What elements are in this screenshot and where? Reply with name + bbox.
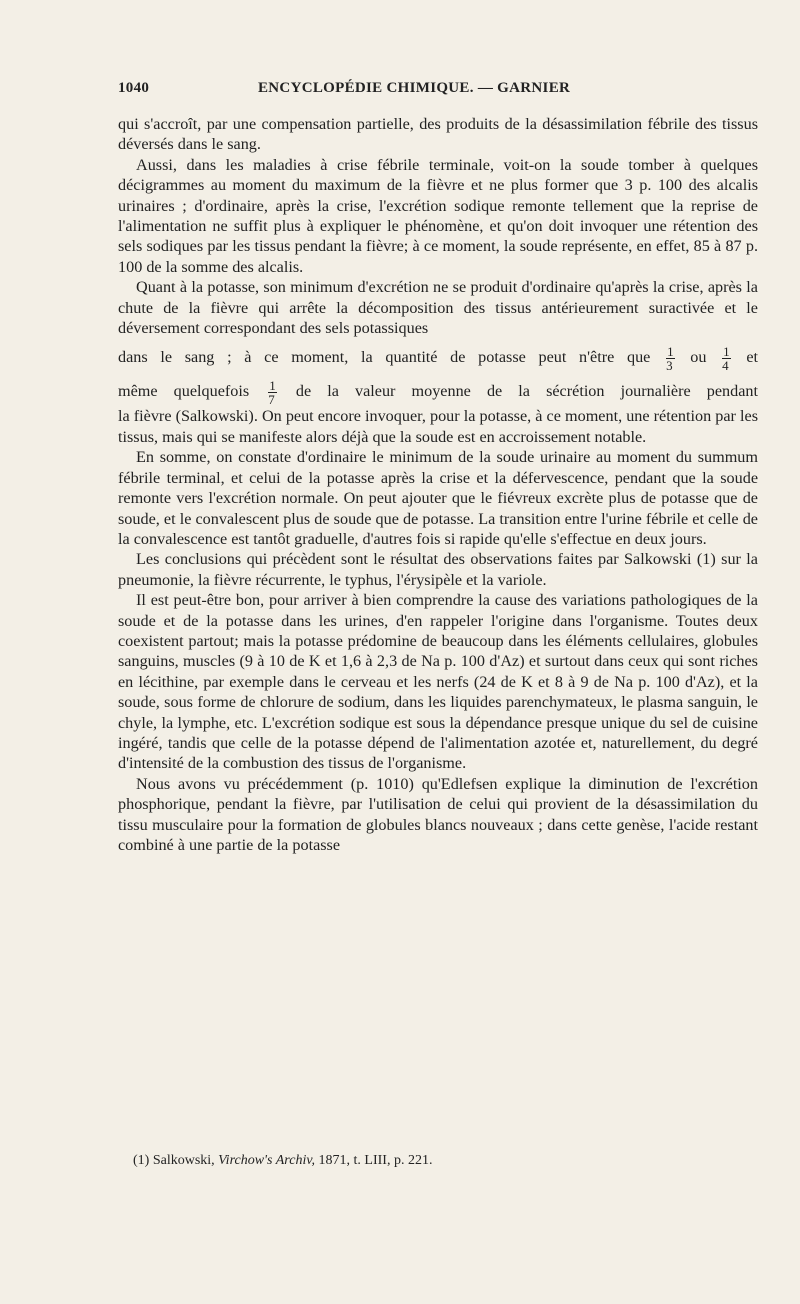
- fraction-line-text: ou: [690, 348, 707, 367]
- fraction-one-seventh: $\frac{1}{7}$: [268, 378, 276, 408]
- footnote: [133, 1152, 753, 1170]
- paragraph: En somme, on constate d'ordinaire le minimum de la soude urinaire au moment du summum fébrile terminal, et celui de la potasse après la crise et la défervescence, pendant que la soude remonte vers l'excrétion normale. On peut ajouter que le fiévreux excrète plus de potasse que de soude, et le convalescent plus de soude que de potasse. La transition entre l'urine fébrile et celle de la convalescence est tantôt graduelle, d'autres fois si rapide qu'elle s'effectue en deux jours.: [118, 448, 758, 548]
- running-title: ENCYCLOPÉDIE CHIMIQUE. — GARNIER: [258, 80, 571, 96]
- fraction-line-text: même quelquefois: [118, 382, 250, 401]
- paragraph: qui s'accroît, par une compensation partielle, des produits de la désassimilation fébrile des tissus déversés dans le sang.: [118, 115, 758, 154]
- footnote-ref: 1871, t. LIII, p. 221.: [318, 1153, 433, 1168]
- fraction-line: [118, 342, 758, 372]
- paragraph: la fièvre (Salkowski). On peut encore invoquer, pour la potasse, à ce moment, une rétention par les tissus, mais qui se manifeste alors déjà que la soude est en accroissement notable.: [118, 407, 758, 446]
- paragraph: Il est peut-être bon, pour arriver à bien comprendre la cause des variations pathologiques de la soude et de la potasse dans les urines, d'en rappeler l'origine dans l'organisme. Toutes deux coexistent partout; mais la potasse prédomine de beaucoup dans les éléments cellulaires, globules sanguins, muscles (9 à 10 de K et 1,6 à 2,3 de Na p. 100 d'Az) et surtout dans ceux qui sont riches en lécithine, par exemple dans le cerveau et les nerfs (24 de K et 8 à 9 de Na p. 100 d'Az), et la soude, sous forme de chlorure de sodium, dans les liquides parenchymateux, le plasma sanguin, le chyle, la lymphe, etc. L'excrétion sodique est sous la dépendance presque unique du sel de cuisine ingéré, tandis que celle de la potasse dépend de l'alimentation azotée et, naturellement, du degré d'intensité de la combustion des tissus de l'organisme.: [118, 591, 758, 773]
- fraction-line: [118, 376, 758, 406]
- running-header: [118, 80, 758, 97]
- footnote-marker: (1) Salkowski,: [133, 1153, 215, 1168]
- footnote-source: Virchow's Archiv,: [218, 1153, 316, 1168]
- fraction-one-third: $\frac{1}{3}$: [666, 344, 674, 374]
- fraction-line-text: de la valeur moyenne de la sécrétion journalière pendant: [295, 382, 759, 401]
- fraction-one-fourth: $\frac{1}{4}$: [722, 344, 730, 374]
- fraction-line-text: dans le sang ; à ce moment, la quantité de potasse peut n'être que: [118, 348, 651, 367]
- paragraph: Nous avons vu précédemment (p. 1010) qu'Edlefsen explique la diminution de l'excrétion phosphorique, pendant la fièvre, par l'utilisation de celui qui provient de la désassimilation du tissu musculaire pour la formation de globules blancs nouveaux ; dans cette genèse, l'acide restant combiné à une partie de la potasse: [118, 774, 758, 854]
- page-number: 1040: [118, 80, 150, 96]
- fraction-line-text: et: [746, 348, 758, 367]
- paragraph: Aussi, dans les maladies à crise fébrile terminale, voit-on la soude tomber à quelques décigrammes au moment du maximum de la fièvre et ne plus former que 3 p. 100 des alcalis urinaires ; d'ordinaire, après la crise, l'excrétion sodique remonte tellement que la reprise de l'alimentation ne suffit plus à expliquer le phénomène, et qu'on doit invoquer une rétention des sels sodiques par les tissus pendant la fièvre; à ce moment, la soude représente, en effet, 85 à 87 p. 100 de la somme des alcalis.: [118, 155, 758, 276]
- paragraph: Les conclusions qui précèdent sont le résultat des observations faites par Salkowski (1) sur la pneumonie, la fièvre récurrente, le typhus, l'érysipèle et la variole.: [118, 550, 758, 589]
- body-text: [118, 114, 758, 855]
- paragraph: Quant à la potasse, son minimum d'excrétion ne se produit d'ordinaire qu'après la crise, après la chute de la fièvre qui arrête la décomposition des tissus antérieurement suractivée et le déversement correspondant des sels potassiques: [118, 278, 758, 338]
